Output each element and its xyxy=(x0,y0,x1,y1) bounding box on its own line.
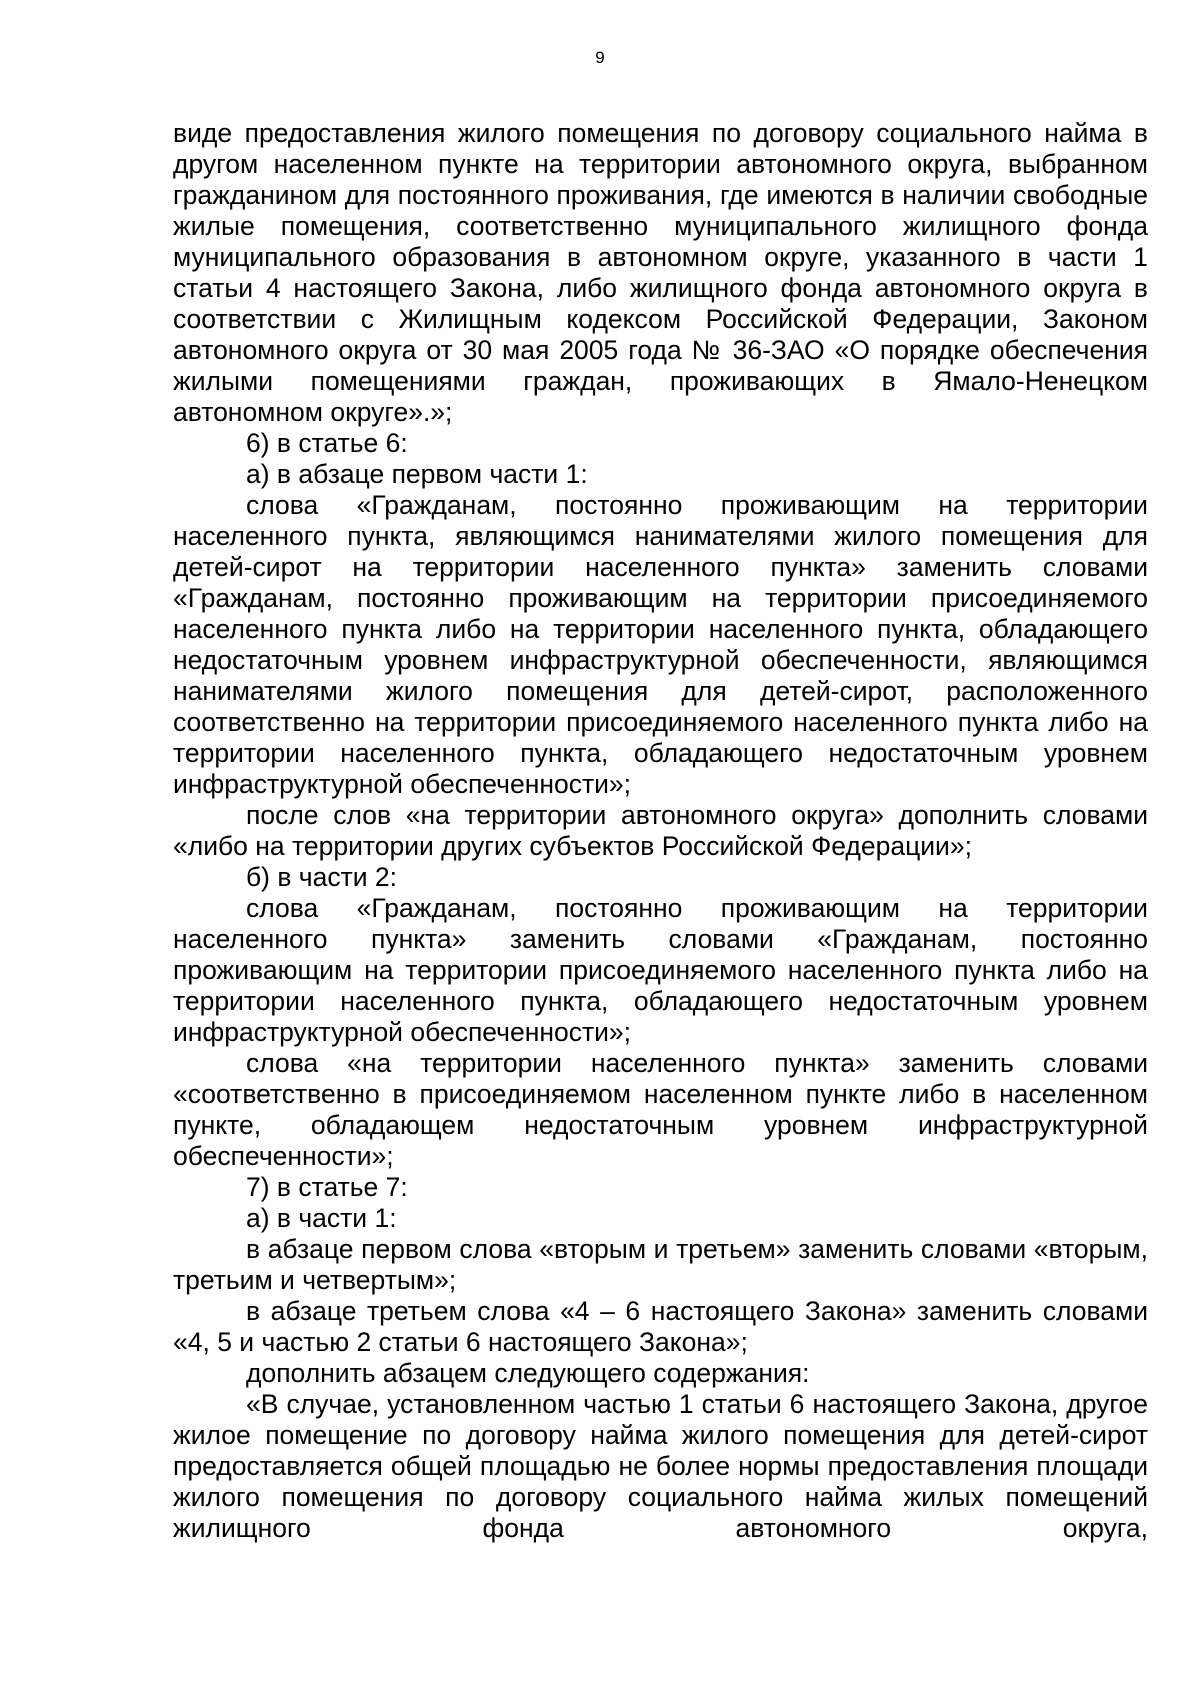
paragraph-text: в абзаце первом слова «вторым и третьем» заменить словами «вторым, третьим и четвертым»; xyxy=(173,1234,1148,1295)
paragraph-subitem-b: б) в части 2: xyxy=(246,862,398,892)
paragraph-text: слова «Гражданам, постоянно проживающим на территории населенного пункта» заменить словами «Гражданам, постоянно проживающим на территории присоединяемого населенного пункта либо на территории населенного пункта, обладающего недостаточным уровнем инфраструктурной обеспеченности»; xyxy=(173,893,1148,1047)
paragraph-continuation: виде предоставления жилого помещения по договору социального найма в другом населенном пункте на территории автономного округа, выбранном гражданином для постоянного проживания, где имеются в наличии свободные жилые помещения, соответственно муниципального жилищного фонда муниципального образования в автономном округе, указанного в части 1 статьи 4 настоящего Закона, либо жилищного фонда автономного округа в соответствии с Жилищным кодексом Российской Федерации, Законом автономного округа от 30 мая 2005 года № 36-ЗАО «О порядке обеспечения жилыми помещениями граждан, проживающих в Ямало-Ненецком автономном округе».»; xyxy=(173,118,1148,427)
page-number: 9 xyxy=(595,48,605,67)
paragraph-text: после слов «на территории автономного округа» дополнить словами «либо на территории других субъектов Российской Федерации»; xyxy=(173,800,1148,861)
paragraph-quoted-text: «В случае, установленном частью 1 статьи 6 настоящего Закона, другое жилое помещение по договору найма жилого помещения для детей-сирот предоставляется общей площадью не более нормы предоставления площади жилого помещения по договору социального найма жилых помещений жилищного фонда автономного округа, xyxy=(173,1389,1148,1543)
paragraph-subitem-a: а) в части 1: xyxy=(246,1203,397,1233)
paragraph-text: слова «Гражданам, постоянно проживающим на территории населенного пункта, являющимся нанимателями жилого помещения для детей-сирот на территории населенного пункта» заменить словами «Гражданам, постоянно проживающим на территории присоединяемого населенного пункта либо на территории населенного пункта, обладающего недостаточным уровнем инфраструктурной обеспеченности, являющимся нанимателями жилого помещения для детей-сирот, расположенного соответственно на территории присоединяемого населенного пункта либо на территории населенного пункта, обладающего недостаточным уровнем инфраструктурной обеспеченности»; xyxy=(173,490,1148,799)
paragraph-text: слова «на территории населенного пункта» заменить словами «соответственно в присоединяемом населенном пункте либо в населенном пункте, обладающем недостаточным уровнем инфраструктурной обеспеченности»; xyxy=(173,1048,1148,1171)
paragraph-item-6: 6) в статье 6: xyxy=(246,428,408,458)
paragraph-text: в абзаце третьем слова «4 – 6 настоящего Закона» заменить словами «4, 5 и частью 2 статьи 6 настоящего Закона»; xyxy=(173,1296,1148,1357)
paragraph-text: дополнить абзацем следующего содержания: xyxy=(246,1358,810,1388)
paragraph-subitem-a: а) в абзаце первом части 1: xyxy=(246,459,588,489)
paragraph-item-7: 7) в статье 7: xyxy=(246,1172,408,1202)
document-body xyxy=(173,118,1148,1544)
